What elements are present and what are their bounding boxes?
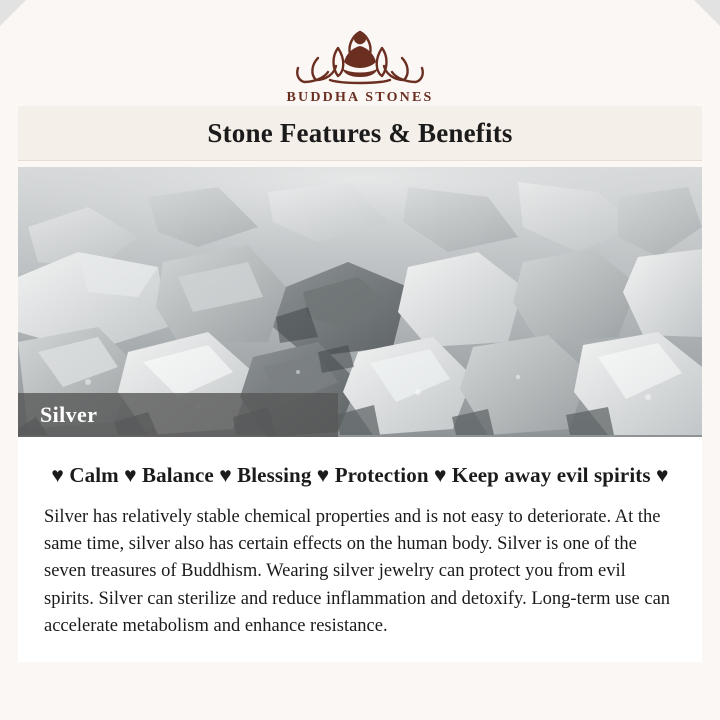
brand-header — [0, 0, 720, 105]
bottom-spacer — [0, 674, 720, 720]
section-title-band — [18, 106, 702, 161]
hero-image-container — [18, 167, 702, 437]
corner-notch-right — [694, 0, 720, 26]
stone-description-card — [18, 437, 702, 662]
stone-keywords: ♥ Calm ♥ Balance ♥ Blessing ♥ Protection ♥ Keep away evil spirits ♥ — [51, 463, 669, 487]
lotus-meditation-icon — [280, 24, 440, 86]
page-title: Stone Features & Benefits — [207, 117, 513, 148]
corner-notch-left — [0, 0, 26, 26]
stone-name-badge — [18, 393, 338, 437]
stone-description: Silver has relatively stable chemical properties and is not easy to deteriorate. At the same time, silver also has certain effects on the human body. Silver is one of the seven treasures of Buddhism. Wearing silver jewelry can protect you from evil spirits. Silver can sterilize and reduce inflammation and detoxify. Long-term use can accelerate metabolism and enhance resistance. — [44, 507, 671, 636]
stone-name: Silver — [40, 402, 98, 427]
brand-name: BUDDHA STONES — [286, 90, 434, 105]
